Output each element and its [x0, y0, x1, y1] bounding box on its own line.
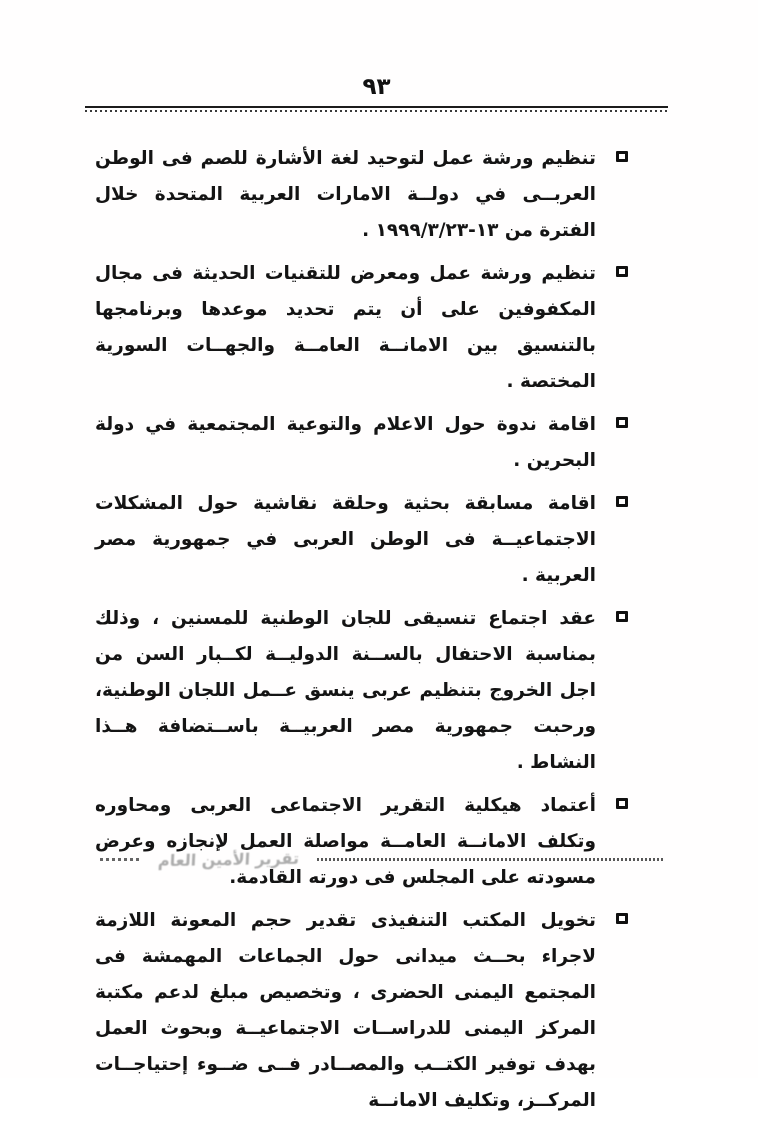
footer-stamp-row	[100, 850, 664, 869]
list-item	[95, 788, 630, 896]
page-header	[85, 74, 668, 112]
page-number: ٩٣	[362, 74, 391, 100]
list-item	[95, 407, 630, 479]
checkbox-bullet-icon	[616, 266, 628, 277]
item-text: تنظيم ورشة عمل لتوحيد لغة الأشارة للصم فى الوطن العربــى في دولــة الامارات العربية المتحدة خلال الفترة من ١٣-١٩٩٩/٣/٢٣ .	[95, 148, 596, 241]
item-text: أعتماد هيكلية التقرير الاجتماعى العربى ومحاوره وتكلف الامانــة العامــة مواصلة العمل لإنجازه وعرض مسودته على المجلس فى دورته القادمة.	[95, 795, 596, 888]
list-item	[95, 903, 630, 1119]
checkbox-bullet-icon	[616, 611, 628, 622]
bullet-list	[95, 141, 630, 1126]
list-item	[95, 601, 630, 781]
checkbox-bullet-icon	[616, 913, 628, 924]
checkbox-bullet-icon	[616, 151, 628, 162]
header-rule-solid	[85, 106, 668, 108]
checkbox-bullet-icon	[616, 496, 628, 507]
item-text: عقد اجتماع تنسيقى للجان الوطنية للمسنين ، وذلك بمناسبة الاحتفال بالســنة الدوليــة لكــبار السن من اجل الخروج بتنظيم عربى ينسق عــمل اللجان الوطنية، ورحبت جمهورية مصر العربيــة باســتضافة هــذا النشاط .	[95, 608, 596, 773]
list-item	[95, 141, 630, 249]
item-text: اقامة مسابقة بحثية وحلقة نقاشية حول المشكلات الاجتماعيــة فى الوطن العربى في جمهورية مصر العربية .	[95, 493, 596, 586]
item-text: تنظيم ورشة عمل ومعرض للتقنيات الحديثة فى مجال المكفوفين على أن يتم تحديد موعدها وبرنامجها بالتنسيق بين الامانــة العامــة والجهــات السورية المختصة .	[95, 263, 596, 392]
footer-dotted-rule	[317, 858, 664, 861]
checkbox-bullet-icon	[616, 417, 628, 428]
item-text: اقامة ندوة حول الاعلام والتوعية المجتمعية في دولة البحرين .	[95, 414, 596, 471]
list-item	[95, 256, 630, 400]
header-rule-dotted	[85, 110, 668, 112]
item-text: تخويل المكتب التنفيذى تقدير حجم المعونة اللازمة لاجراء بحــث ميدانى حول الجماعات المهمشة فى المجتمع اليمنى الحضرى ، وتخصيص مبلغ لدعم مكتبة المركز اليمنى للدراســات الاجتماعيــة وبحوث العمل بهدف توفير الكتــب والمصــادر فــى ضــوء إحتياجــات المركــز، وتكليف الامانــة	[95, 910, 596, 1111]
list-item	[95, 486, 630, 594]
footer-dash-left	[100, 858, 140, 861]
footer-stamp: تقرير الأمين العام	[157, 848, 300, 871]
checkbox-bullet-icon	[616, 798, 628, 809]
